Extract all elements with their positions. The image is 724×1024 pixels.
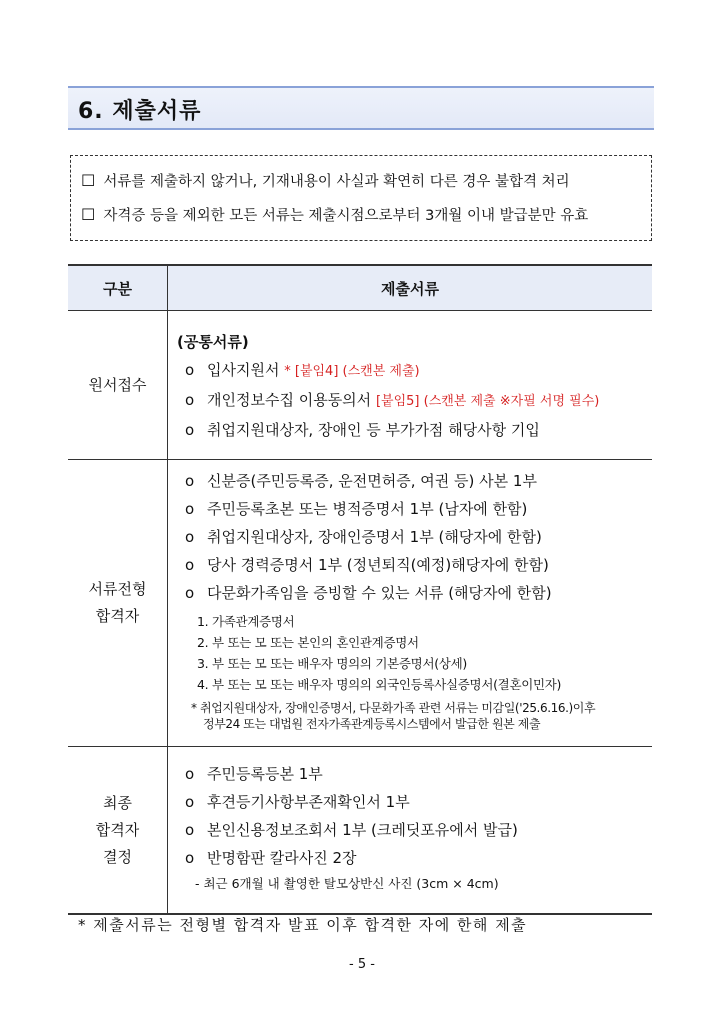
list-item: o 반명함판 칼라사진 2장 <box>177 844 651 872</box>
list-item: o 후견등기사항부존재확인서 1부 <box>177 788 651 816</box>
list-item: o 취업지원대상자, 장애인 등 부가가점 해당사항 기입 <box>177 416 651 444</box>
issuance-note: * 취업지원대상자, 장애인증명서, 다문화가족 관련 서류는 미감일('25.6.16.)이후 <box>191 701 596 715</box>
list-item: o 입사지원서 * [붙임4] (스캔본 제출) <box>177 356 651 386</box>
documents-cell <box>168 460 653 747</box>
table-row <box>68 747 652 915</box>
bullet: o <box>185 584 195 602</box>
table-header-row <box>68 265 652 311</box>
list-item: o 취업지원대상자, 장애인증명서 1부 (해당자에 한함) <box>177 523 651 551</box>
category-cell <box>68 311 168 460</box>
list-item: o 본인신용정보조회서 1부 (크레딧포유에서 발급) <box>177 816 651 844</box>
category-label: 원서접수 <box>88 375 147 394</box>
list-item: o 신분증(주민등록증, 운전면허증, 여권 등) 사본 1부 <box>177 467 651 495</box>
documents-table <box>68 264 652 915</box>
bullet: o <box>185 528 195 546</box>
category-label: 서류전형 <box>88 580 147 598</box>
category-cell <box>68 747 168 915</box>
list-item: o 주민등록초본 또는 병적증명서 1부 (남자에 한함) <box>177 495 651 523</box>
documents-cell <box>168 747 653 915</box>
bullet: o <box>185 500 195 518</box>
bullet: o <box>185 793 195 811</box>
bullet: o <box>185 821 195 839</box>
section-header <box>68 86 654 130</box>
notice-item <box>81 170 570 191</box>
page-number: - 5 - <box>349 957 375 972</box>
bullet: o <box>185 421 195 439</box>
category-label: 합격자 <box>95 820 140 839</box>
checkbox-icon: ☐ <box>81 171 96 190</box>
list-item: o 개인정보수집 이용동의서 [붙임5] (스캔본 제출 ※자필 서명 필수) <box>177 386 651 416</box>
bullet: o <box>185 361 195 379</box>
sub-item: 3. 부 또는 모 또는 배우자 명의의 기본증명서(상세) <box>197 656 467 671</box>
bullet: o <box>185 556 195 574</box>
attachment-note: * [붙임4] (스캔본 제출) <box>284 364 420 379</box>
sub-item: 4. 부 또는 모 또는 배우자 명의의 외국인등록사실증명서(결혼이민자) <box>197 677 562 692</box>
documents-cell <box>168 311 653 460</box>
checkbox-icon: ☐ <box>81 205 96 224</box>
bullet: o <box>185 472 195 490</box>
notice-box <box>70 155 652 241</box>
category-label: 결정 <box>103 847 132 866</box>
bullet: o <box>185 391 195 409</box>
bullet: o <box>185 849 195 867</box>
photo-note: - 최근 6개월 내 촬영한 탈모상반신 사진 (3cm × 4cm) <box>195 876 499 891</box>
table-row <box>68 460 652 747</box>
category-label: 최종 <box>103 793 132 812</box>
category-label: 합격자 <box>95 607 140 625</box>
section-title: 6. 제출서류 <box>78 99 202 124</box>
category-cell <box>68 460 168 747</box>
sub-item: 1. 가족관계증명서 <box>197 614 295 629</box>
sub-item: 2. 부 또는 모 또는 본인의 혼인관계증명서 <box>197 635 419 650</box>
header-documents: 제출서류 <box>168 265 653 311</box>
footnote: * 제출서류는 전형별 합격자 발표 이후 합격한 자에 한해 제출 <box>78 916 528 934</box>
list-item: o 당사 경력증명서 1부 (정년퇴직(예정)해당자에 한함) <box>177 551 651 579</box>
issuance-note: 정부24 또는 대법원 전자가족관계등록시스템에서 발급한 원본 제출 <box>203 717 541 731</box>
common-docs-heading: (공통서류) <box>177 333 249 351</box>
bullet: o <box>185 765 195 783</box>
list-item: o 주민등록등본 1부 <box>177 760 651 788</box>
notice-text: 서류를 제출하지 않거나, 기재내용이 사실과 확연히 다른 경우 불합격 처리 <box>103 174 570 190</box>
attachment-note: [붙임5] (스캔본 제출 ※자필 서명 필수) <box>375 394 600 409</box>
notice-item <box>81 204 588 225</box>
header-category: 구분 <box>68 265 168 311</box>
table-row <box>68 311 652 460</box>
notice-text: 자격증 등을 제외한 모든 서류는 제출시점으로부터 3개월 이내 발급분만 유효 <box>103 208 589 224</box>
list-item: o 다문화가족임을 증빙할 수 있는 서류 (해당자에 한함) <box>177 579 651 607</box>
